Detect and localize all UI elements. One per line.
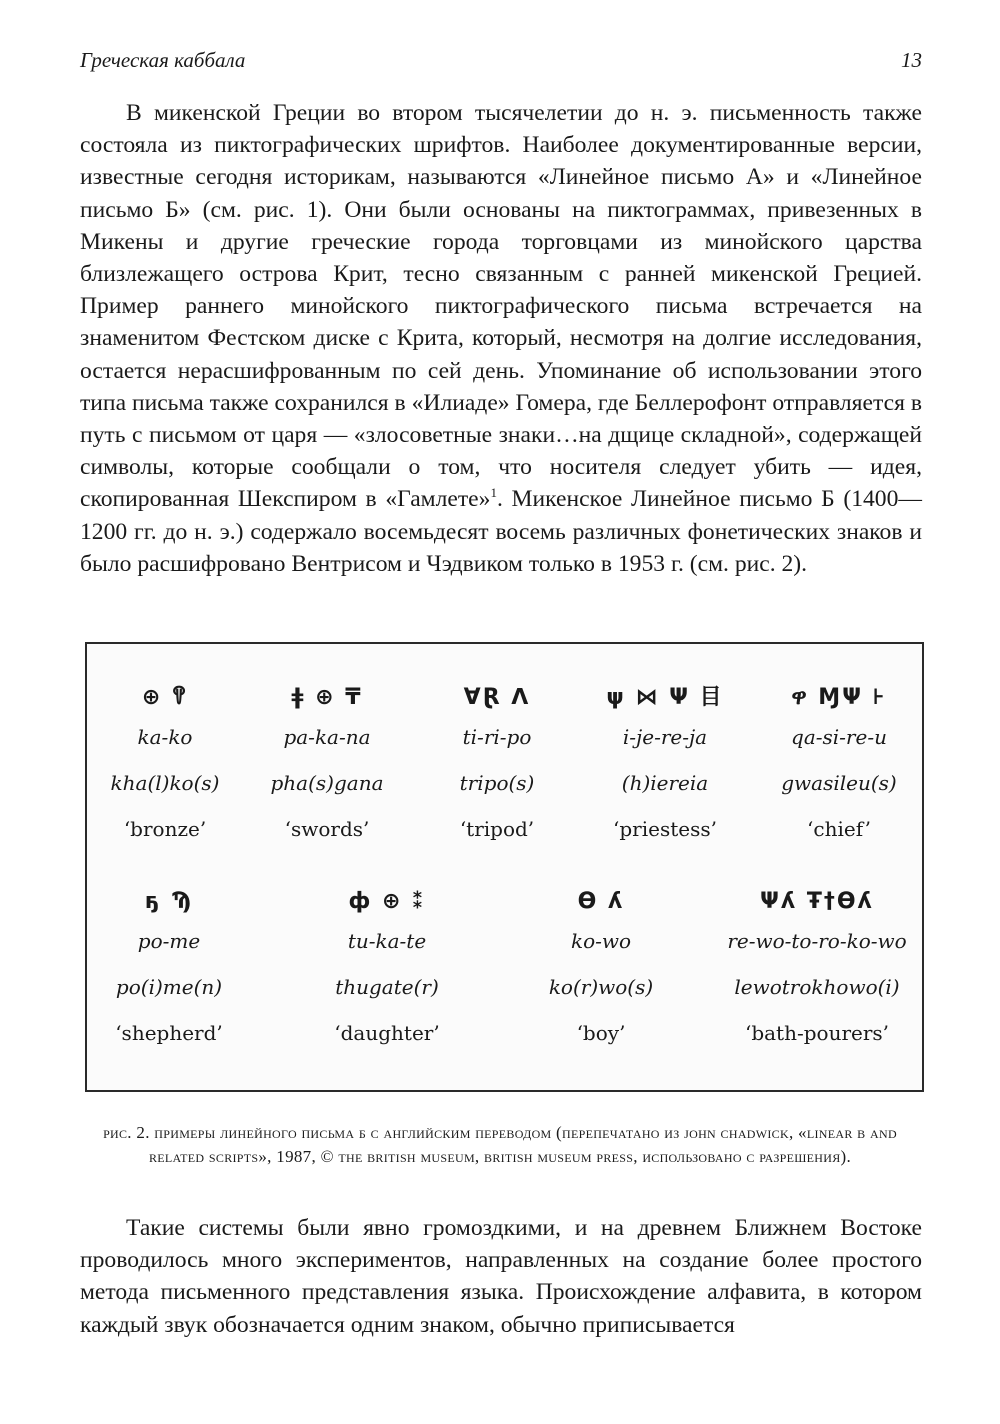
greek-form: lewotrokhowo(i) <box>734 975 900 999</box>
english-meaning: ‘shepherd’ <box>115 1021 223 1045</box>
figure-entry-daughter <box>292 886 482 1056</box>
figure-linear-b-examples <box>85 642 924 1092</box>
paragraph-lead: В микенской Греции во втором тысячелетии до н. э. письменность также состояла из пиктографических шрифтов. Наиболее документированные версии, известные сегодня историкам, называются «Линейное письмо А» и «Линейное письмо Б» (см. рис. 1). Они были основаны на пиктограммах, привезенных в Микены и другие греческие города торговцами из минойского царства близлежащего острова Крит, тесно связанным с ранней микенской Грецией. Пример раннего минойского пиктографического письма встречается на знаменитом Фестском диске с Крита, который, несмотря на долгие исследования, остается нерасшифрованным по сей день. Упоминание об использовании этого типа письма также сохранился в «Илиаде» Гомера, где Беллерофонт отправляется в путь с письмом от царя — «злосоветные знаки…на дщице складной», содержащей символы, которые сообщали о том, что носителя следует убить — идея, скопированная Шекспиром в «Гамлете» <box>80 100 922 513</box>
transliteration: ko-wo <box>570 929 632 953</box>
english-meaning: ‘bath-pourers’ <box>744 1021 890 1045</box>
figure-entry-chief <box>744 682 934 852</box>
transliteration: ka-ko <box>137 725 193 749</box>
figure-entry-shepherd <box>74 886 264 1056</box>
english-meaning: ‘chief’ <box>807 817 871 841</box>
linear-b-glyph: ҕ Ϡ <box>144 889 194 914</box>
english-meaning: ‘daughter’ <box>334 1021 440 1045</box>
greek-form: kha(l)ko(s) <box>110 771 220 795</box>
figure-entry-swords <box>232 682 422 852</box>
transliteration: po-me <box>137 929 201 953</box>
paragraph-text <box>80 97 922 580</box>
greek-form: ko(r)wo(s) <box>548 975 654 999</box>
english-meaning: ‘swords’ <box>284 817 370 841</box>
linear-b-glyph: ф ⊕ ⁑ <box>348 889 426 914</box>
transliteration: qa-si-re-u <box>791 725 887 749</box>
transliteration: pa-ka-na <box>283 725 371 749</box>
linear-b-glyph: ǂ ⊕ ₸ <box>291 685 363 710</box>
figure-entry-tripod <box>402 682 592 852</box>
transliteration: re-wo-to-ro-ko-wo <box>727 929 907 953</box>
linear-b-glyph: ዋ ⱮΨ ⊦ <box>791 685 887 710</box>
english-meaning: ‘bronze’ <box>123 817 207 841</box>
figure-caption: рис. 2. примеры линейного письма б с английским переводом (перепечатано из john chadwick, «linear b and related scripts», 1987, © the british museum, british museum press, использовано с разрешения). <box>103 1123 897 1166</box>
greek-form: gwasileu(s) <box>781 771 897 795</box>
paragraph-tail: . Микенское Линейное письмо Б (1400—1200 гг. до н. э.) содержало восемьдесят восемь различных фонетических знаков и было расшифровано Вентрисом и Чэдвиком только в 1953 г. (см. рис. 2). <box>80 486 922 577</box>
body-paragraph-2 <box>80 1212 922 1341</box>
footnote-marker: 1 <box>490 485 497 501</box>
linear-b-glyph: ⱯⱤ ⴷ <box>463 685 531 710</box>
transliteration: i-je-re-ja <box>622 725 708 749</box>
transliteration: ti-ri-po <box>462 725 532 749</box>
page-number: 13 <box>901 48 922 72</box>
transliteration: tu-ka-te <box>347 929 427 953</box>
linear-b-glyph: ⊕ 𐀒 <box>141 685 189 710</box>
greek-form: tripo(s) <box>459 771 535 795</box>
greek-form: pha(s)gana <box>270 771 384 795</box>
figure-entry-boy <box>506 886 696 1056</box>
greek-form: (h)iereia <box>621 771 709 795</box>
english-meaning: ‘tripod’ <box>459 817 535 841</box>
linear-b-glyph: Ψʎ Ŧ†ϴʎ <box>760 889 874 914</box>
paragraph-text: Такие системы были явно громоздкими, и на древнем Ближнем Востоке проводилось много экспериментов, направленных на создание более простого метода письменного представления языка. Происхождение алфавита, в котором каждый звук обозначается одним знаком, обычно приписывается <box>80 1215 922 1338</box>
english-meaning: ‘priestess’ <box>613 817 717 841</box>
english-meaning: ‘boy’ <box>576 1021 626 1045</box>
body-paragraph-1 <box>80 97 922 580</box>
running-title: Греческая каббала <box>80 48 246 72</box>
figure-entry-bath-pourers <box>712 886 922 1056</box>
greek-form: po(i)me(n) <box>115 975 223 999</box>
running-head <box>80 48 922 78</box>
greek-form: thugate(r) <box>335 975 439 999</box>
linear-b-glyph: ψ ⋈ Ψ 目 <box>606 685 724 710</box>
figure-entry-priestess <box>570 682 760 852</box>
linear-b-glyph: ϴ ʎ <box>577 889 625 914</box>
